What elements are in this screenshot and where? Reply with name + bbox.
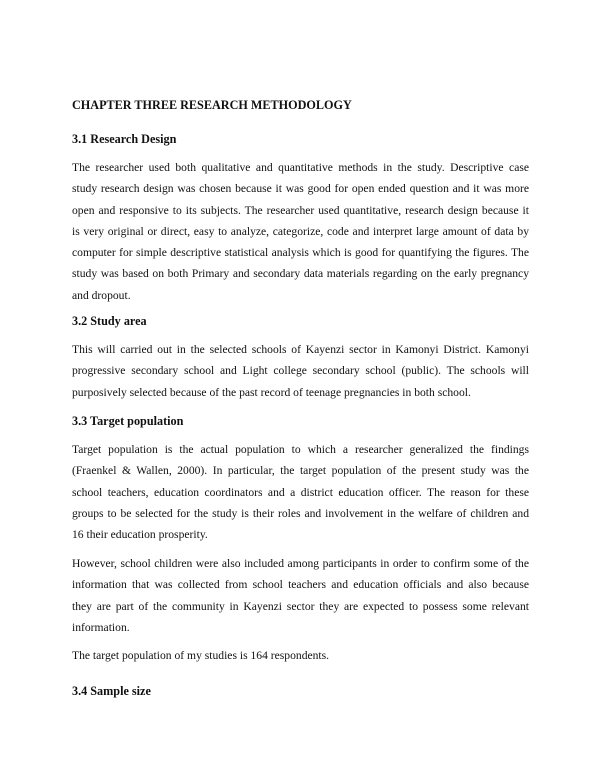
- paragraph-study-area: [72, 339, 529, 403]
- text-line: However, school children were also included among participants in order to confirm some of the: [72, 557, 529, 570]
- text-line: information.: [72, 620, 130, 634]
- section-heading-sample-size: 3.4 Sample size: [72, 684, 151, 698]
- text-line: (Fraenkel & Wallen, 2000). In particular, the target population of the present study was the: [72, 464, 529, 478]
- section-heading-target-population: 3.3 Target population: [72, 414, 184, 428]
- paragraph-target-population-1: [72, 439, 529, 545]
- text-line: The target population of my studies is 164 respondents.: [72, 649, 330, 662]
- text-line: purposively selected because of the past record of teenage pregnancies in both school.: [72, 385, 471, 399]
- paragraph-target-population-2: [72, 553, 529, 638]
- chapter-title: CHAPTER THREE RESEARCH METHODOLOGY: [72, 98, 352, 112]
- section-heading-research-design: 3.1 Research Design: [72, 132, 177, 146]
- text-line: progressive secondary school and Light college secondary school (public). The schools will: [72, 364, 529, 378]
- text-line: This will carried out in the selected schools of Kayenzi sector in Kamonyi District. Kamonyi: [72, 343, 529, 356]
- text-line: computer for simple descriptive statistical analysis which is good for quantifying the figures. The: [72, 246, 529, 260]
- section-heading-study-area: 3.2 Study area: [72, 314, 147, 328]
- text-line: Target population is the actual population to which a researcher generalized the findings: [72, 443, 529, 456]
- text-line: groups to be selected for the study is their roles and involvement in the welfare of children and: [72, 506, 529, 520]
- paragraph-target-population-3: [72, 645, 529, 666]
- text-line: open and responsive to its subjects. The researcher used quantitative, research design because it: [72, 203, 529, 217]
- paragraph-research-design: [72, 157, 529, 306]
- text-line: school teachers, education coordinators and a district education officer. The reason for these: [72, 485, 529, 499]
- text-line: and dropout.: [72, 288, 131, 302]
- text-line: study was based on both Primary and secondary data materials regarding on the early pregnancy: [72, 267, 529, 281]
- text-line: is very original or direct, easy to analyze, categorize, code and interpret large amount of data by: [72, 224, 529, 238]
- text-line: information that was collected from school teachers and education officials and also because: [72, 578, 529, 592]
- text-line: they are part of the community in Kayenzi sector they are expected to possess some relevant: [72, 599, 529, 613]
- text-line: 16 their education prosperity.: [72, 528, 208, 542]
- text-line: study research design was chosen because it was good for open ended question and it was more: [72, 182, 529, 196]
- text-line: The researcher used both qualitative and quantitative methods in the study. Descriptive case: [72, 161, 529, 174]
